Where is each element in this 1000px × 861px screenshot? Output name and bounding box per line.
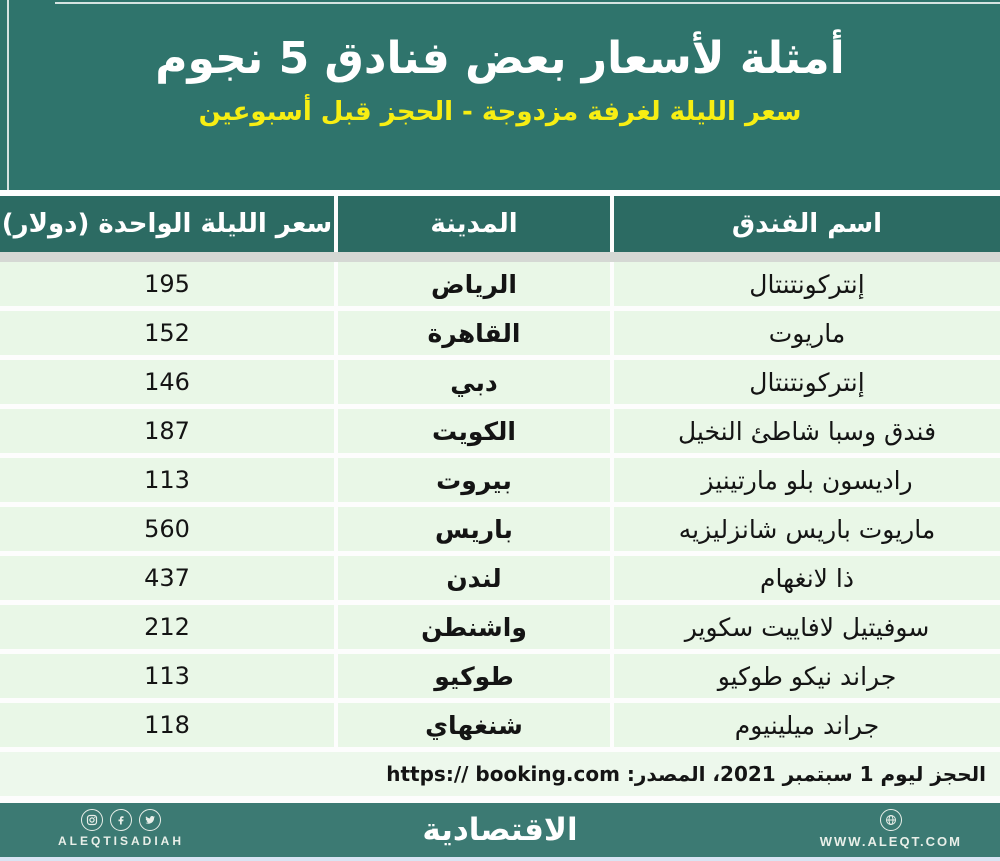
table-row	[0, 360, 1000, 404]
table-row	[0, 507, 1000, 551]
table-row	[0, 262, 1000, 306]
facebook-icon	[110, 809, 132, 831]
city-cell: شنغهاي	[338, 703, 610, 747]
hotel-name-cell: ماريوت	[614, 311, 1000, 355]
table-header-row	[0, 196, 1000, 252]
hotel-name-cell: سوفيتيل لافاييت سكوير	[614, 605, 1000, 649]
table-row	[0, 556, 1000, 600]
hotel-name-cell: إنتركونتنتال	[614, 360, 1000, 404]
social-icons	[81, 809, 161, 831]
hotel-name-cell: ذا لانغهام	[614, 556, 1000, 600]
city-cell: القاهرة	[338, 311, 610, 355]
divider-band	[0, 252, 1000, 262]
globe-icon	[880, 809, 902, 831]
city-cell: باريس	[338, 507, 610, 551]
social-handle: ALEQTISADIAH	[58, 834, 184, 848]
price-cell: 195	[0, 262, 334, 306]
page-subtitle: سعر الليلة لغرفة مزدوجة - الحجز قبل أسبوعين	[198, 96, 802, 127]
hotel-name-cell: إنتركونتنتال	[614, 262, 1000, 306]
city-cell: واشنطن	[338, 605, 610, 649]
page-title: أمثلة لأسعار بعض فنادق 5 نجوم	[155, 33, 845, 84]
footer-bar	[0, 803, 1000, 857]
masthead	[0, 0, 1000, 190]
table-row	[0, 605, 1000, 649]
city-cell: لندن	[338, 556, 610, 600]
decor-line-vertical	[7, 0, 9, 190]
price-cell: 152	[0, 311, 334, 355]
website-block	[820, 809, 962, 849]
table-row	[0, 654, 1000, 698]
column-header-hotel: اسم الفندق	[614, 196, 1000, 252]
instagram-icon	[81, 809, 103, 831]
hotel-name-cell: جراند ميلينيوم	[614, 703, 1000, 747]
table-row	[0, 458, 1000, 502]
social-block	[58, 809, 184, 848]
decor-line-horizontal	[55, 2, 1000, 4]
hotel-name-cell: ماريوت باريس شانزليزيه	[614, 507, 1000, 551]
column-header-price: سعر الليلة الواحدة (دولار)	[0, 196, 334, 252]
price-cell: 212	[0, 605, 334, 649]
city-cell: دبي	[338, 360, 610, 404]
price-cell: 187	[0, 409, 334, 453]
twitter-icon	[139, 809, 161, 831]
hotel-name-cell: جراند نيكو طوكيو	[614, 654, 1000, 698]
price-cell: 118	[0, 703, 334, 747]
price-cell: 113	[0, 458, 334, 502]
column-header-city: المدينة	[338, 196, 610, 252]
table-row	[0, 311, 1000, 355]
table-row	[0, 703, 1000, 747]
bottom-strip	[0, 857, 1000, 861]
city-cell: الرياض	[338, 262, 610, 306]
source-note: الحجز ليوم 1 سبتمبر 2021، المصدر: https:// booking.com	[0, 752, 1000, 796]
price-cell: 437	[0, 556, 334, 600]
city-cell: طوكيو	[338, 654, 610, 698]
price-cell: 113	[0, 654, 334, 698]
price-cell: 146	[0, 360, 334, 404]
hotel-name-cell: فندق وسبا شاطئ النخيل	[614, 409, 1000, 453]
city-cell: بيروت	[338, 458, 610, 502]
hotel-name-cell: راديسون بلو مارتينيز	[614, 458, 1000, 502]
website-url: WWW.ALEQT.COM	[819, 834, 962, 849]
table-body	[0, 262, 1000, 747]
table-row	[0, 409, 1000, 453]
price-cell: 560	[0, 507, 334, 551]
city-cell: الكويت	[338, 409, 610, 453]
brand-logo: الاقتصادية	[422, 812, 578, 848]
